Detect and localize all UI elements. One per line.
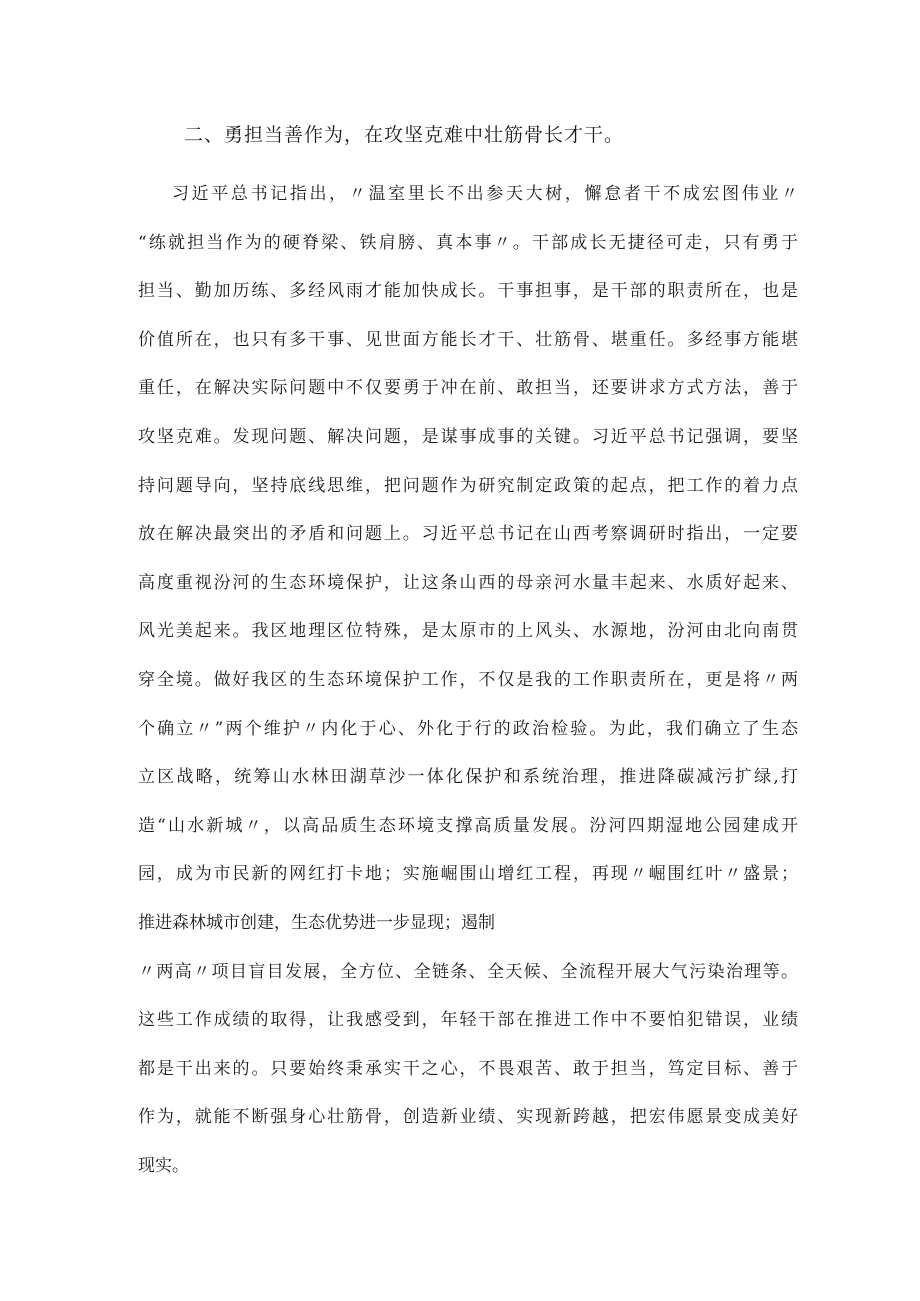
paragraph-line: 价值所在，也只有多干事、见世面方能长才干、壮筋骨、堪重任。多经事方能堪	[138, 329, 798, 350]
paragraph-line: 推进森林城市创建，生态优势进一步显现；遏制	[138, 912, 495, 933]
body-paragraph	[138, 170, 798, 1190]
paragraph-line: 立区战略，统筹山水林田湖草沙一体化保护和系统治理，推进降碳减污扩绿,打	[138, 767, 798, 788]
paragraph-line: 重任，在解决实际问题中不仅要勇于冲在前、敢担当，还要讲求方式方法，善于	[138, 378, 798, 399]
paragraph-line: 这些工作成绩的取得，让我感受到，年轻干部在推进工作中不要怕犯错误，业绩	[138, 1010, 798, 1031]
paragraph-line: 都是干出来的。只要始终秉承实干之心，不畏艰苦、敢于担当，笃定目标、善于	[138, 1058, 798, 1079]
paragraph-line: 个确立〃”两个维护〃内化于心、外化于行的政治检验。为此，我们确立了生态	[138, 718, 798, 739]
paragraph-line: 担当、勤加历练、多经风雨才能加快成长。干事担事，是干部的职责所在，也是	[138, 281, 798, 302]
paragraph-line: 风光美起来。我区地理区位特殊，是太原市的上风头、水源地，汾河由北向南贯	[138, 621, 798, 642]
paragraph-line: 现实。	[138, 1155, 189, 1176]
paragraph-line: 放在解决最突出的矛盾和问题上。习近平总书记在山西考察调研时指出，一定要	[138, 524, 798, 545]
section-heading: 二、勇担当善作为，在攻坚克难中壮筋骨长才干。	[184, 124, 625, 146]
paragraph-line: 〃两高〃项目盲目发展，全方位、全链条、全天候、全流程开展大气污染治理等。	[138, 961, 798, 982]
paragraph-line: 造“山水新城〃，以高品质生态环境支撑高质量发展。汾河四期湿地公园建成开	[138, 815, 798, 836]
paragraph-line: 高度重视汾河的生态环境保护，让这条山西的母亲河水量丰起来、水质好起来、	[138, 572, 798, 593]
paragraph-line: 攻坚克难。发现问题、解决问题，是谋事成事的关键。习近平总书记强调，要坚	[138, 426, 798, 447]
paragraph-line: 习近平总书记指出，〃温室里长不出参天大树，懈怠者干不成宏图伟业〃	[172, 184, 798, 204]
paragraph-line: 穿全境。做好我区的生态环境保护工作，不仅是我的工作职责所在，更是将〃两	[138, 669, 798, 690]
paragraph-line: 作为，就能不断强身心壮筋骨，创造新业绩、实现新跨越，把宏伟愿景变成美好	[138, 1107, 798, 1128]
paragraph-line: 持问题导向，坚持底线思维，把问题作为研究制定政策的起点，把工作的着力点	[138, 475, 798, 496]
paragraph-line: “练就担当作为的硬脊梁、铁肩膀、真本事〃。干部成长无捷径可走，只有勇于	[138, 232, 798, 253]
paragraph-line: 园，成为市民新的网红打卡地；实施崛围山增红工程，再现〃崛围红叶〃盛景；	[138, 864, 798, 885]
